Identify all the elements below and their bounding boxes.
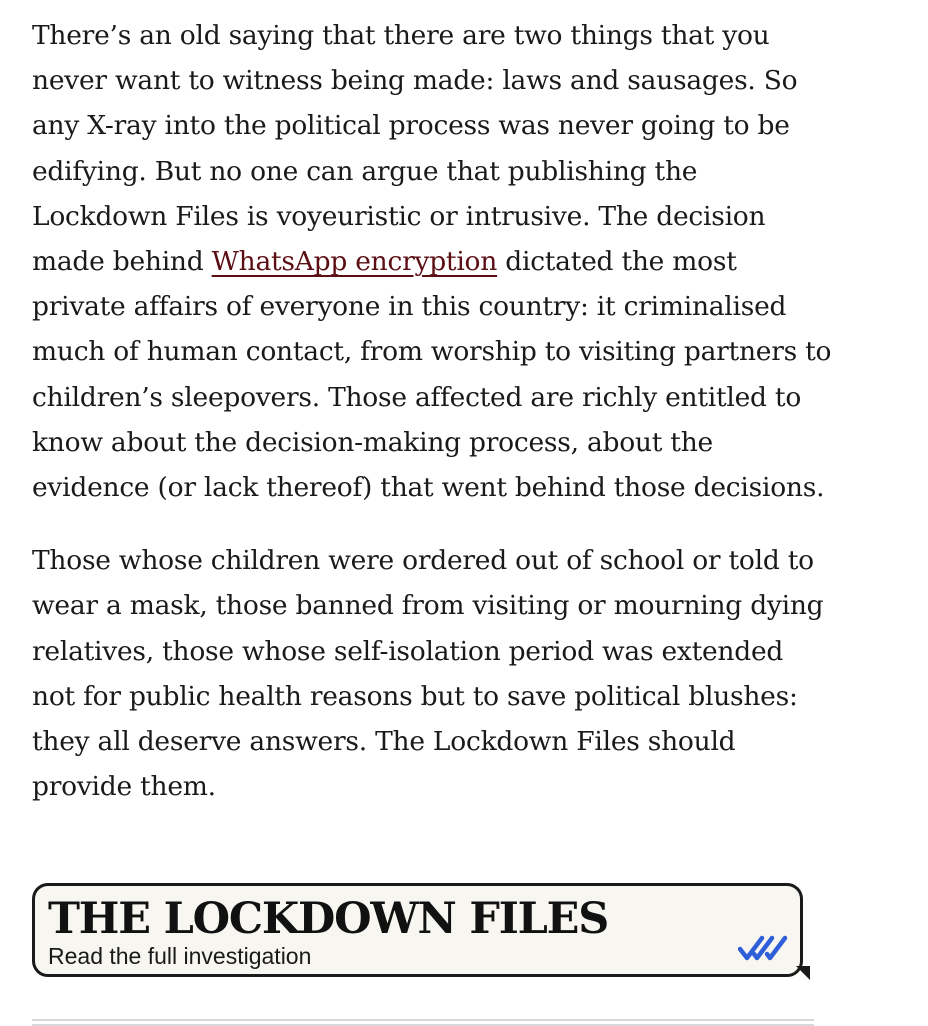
section-divider xyxy=(32,1019,814,1021)
article-paragraph xyxy=(32,13,832,510)
article-body xyxy=(32,13,832,809)
promo-subtitle: Read the full investigation xyxy=(48,943,312,969)
speech-bubble-tail xyxy=(796,966,810,980)
promo-title: THE LOCKDOWN FILES xyxy=(48,894,609,944)
paragraph-text: dictated the most private affairs of everyone in this country: it criminalised much of human contact, from worship to visiting partners to children’s sleepovers. Those affected are richly entitled to know about the decision-making process, about the evidence (or lack thereof) that went behind those decisions. xyxy=(32,246,832,504)
lockdown-files-promo-card[interactable] xyxy=(32,883,803,977)
paragraph-text: There’s an old saying that there are two things that you never want to witness being made: laws and sausages. So any X-ray into the political process was never going to be edifying. But no one can argue that publishing the Lockdown Files is voyeuristic or intrusive. The decision made behind xyxy=(32,20,798,278)
double-tick-icon xyxy=(738,934,790,962)
article-paragraph: Those whose children were ordered out of school or told to wear a mask, those banned from visiting or mourning dying relatives, those whose self-isolation period was extended not for public health reasons but to save political blushes: they all deserve answers. The Lockdown Files should provide them. xyxy=(32,545,824,803)
whatsapp-encryption-link[interactable]: WhatsApp encryption xyxy=(211,246,498,278)
